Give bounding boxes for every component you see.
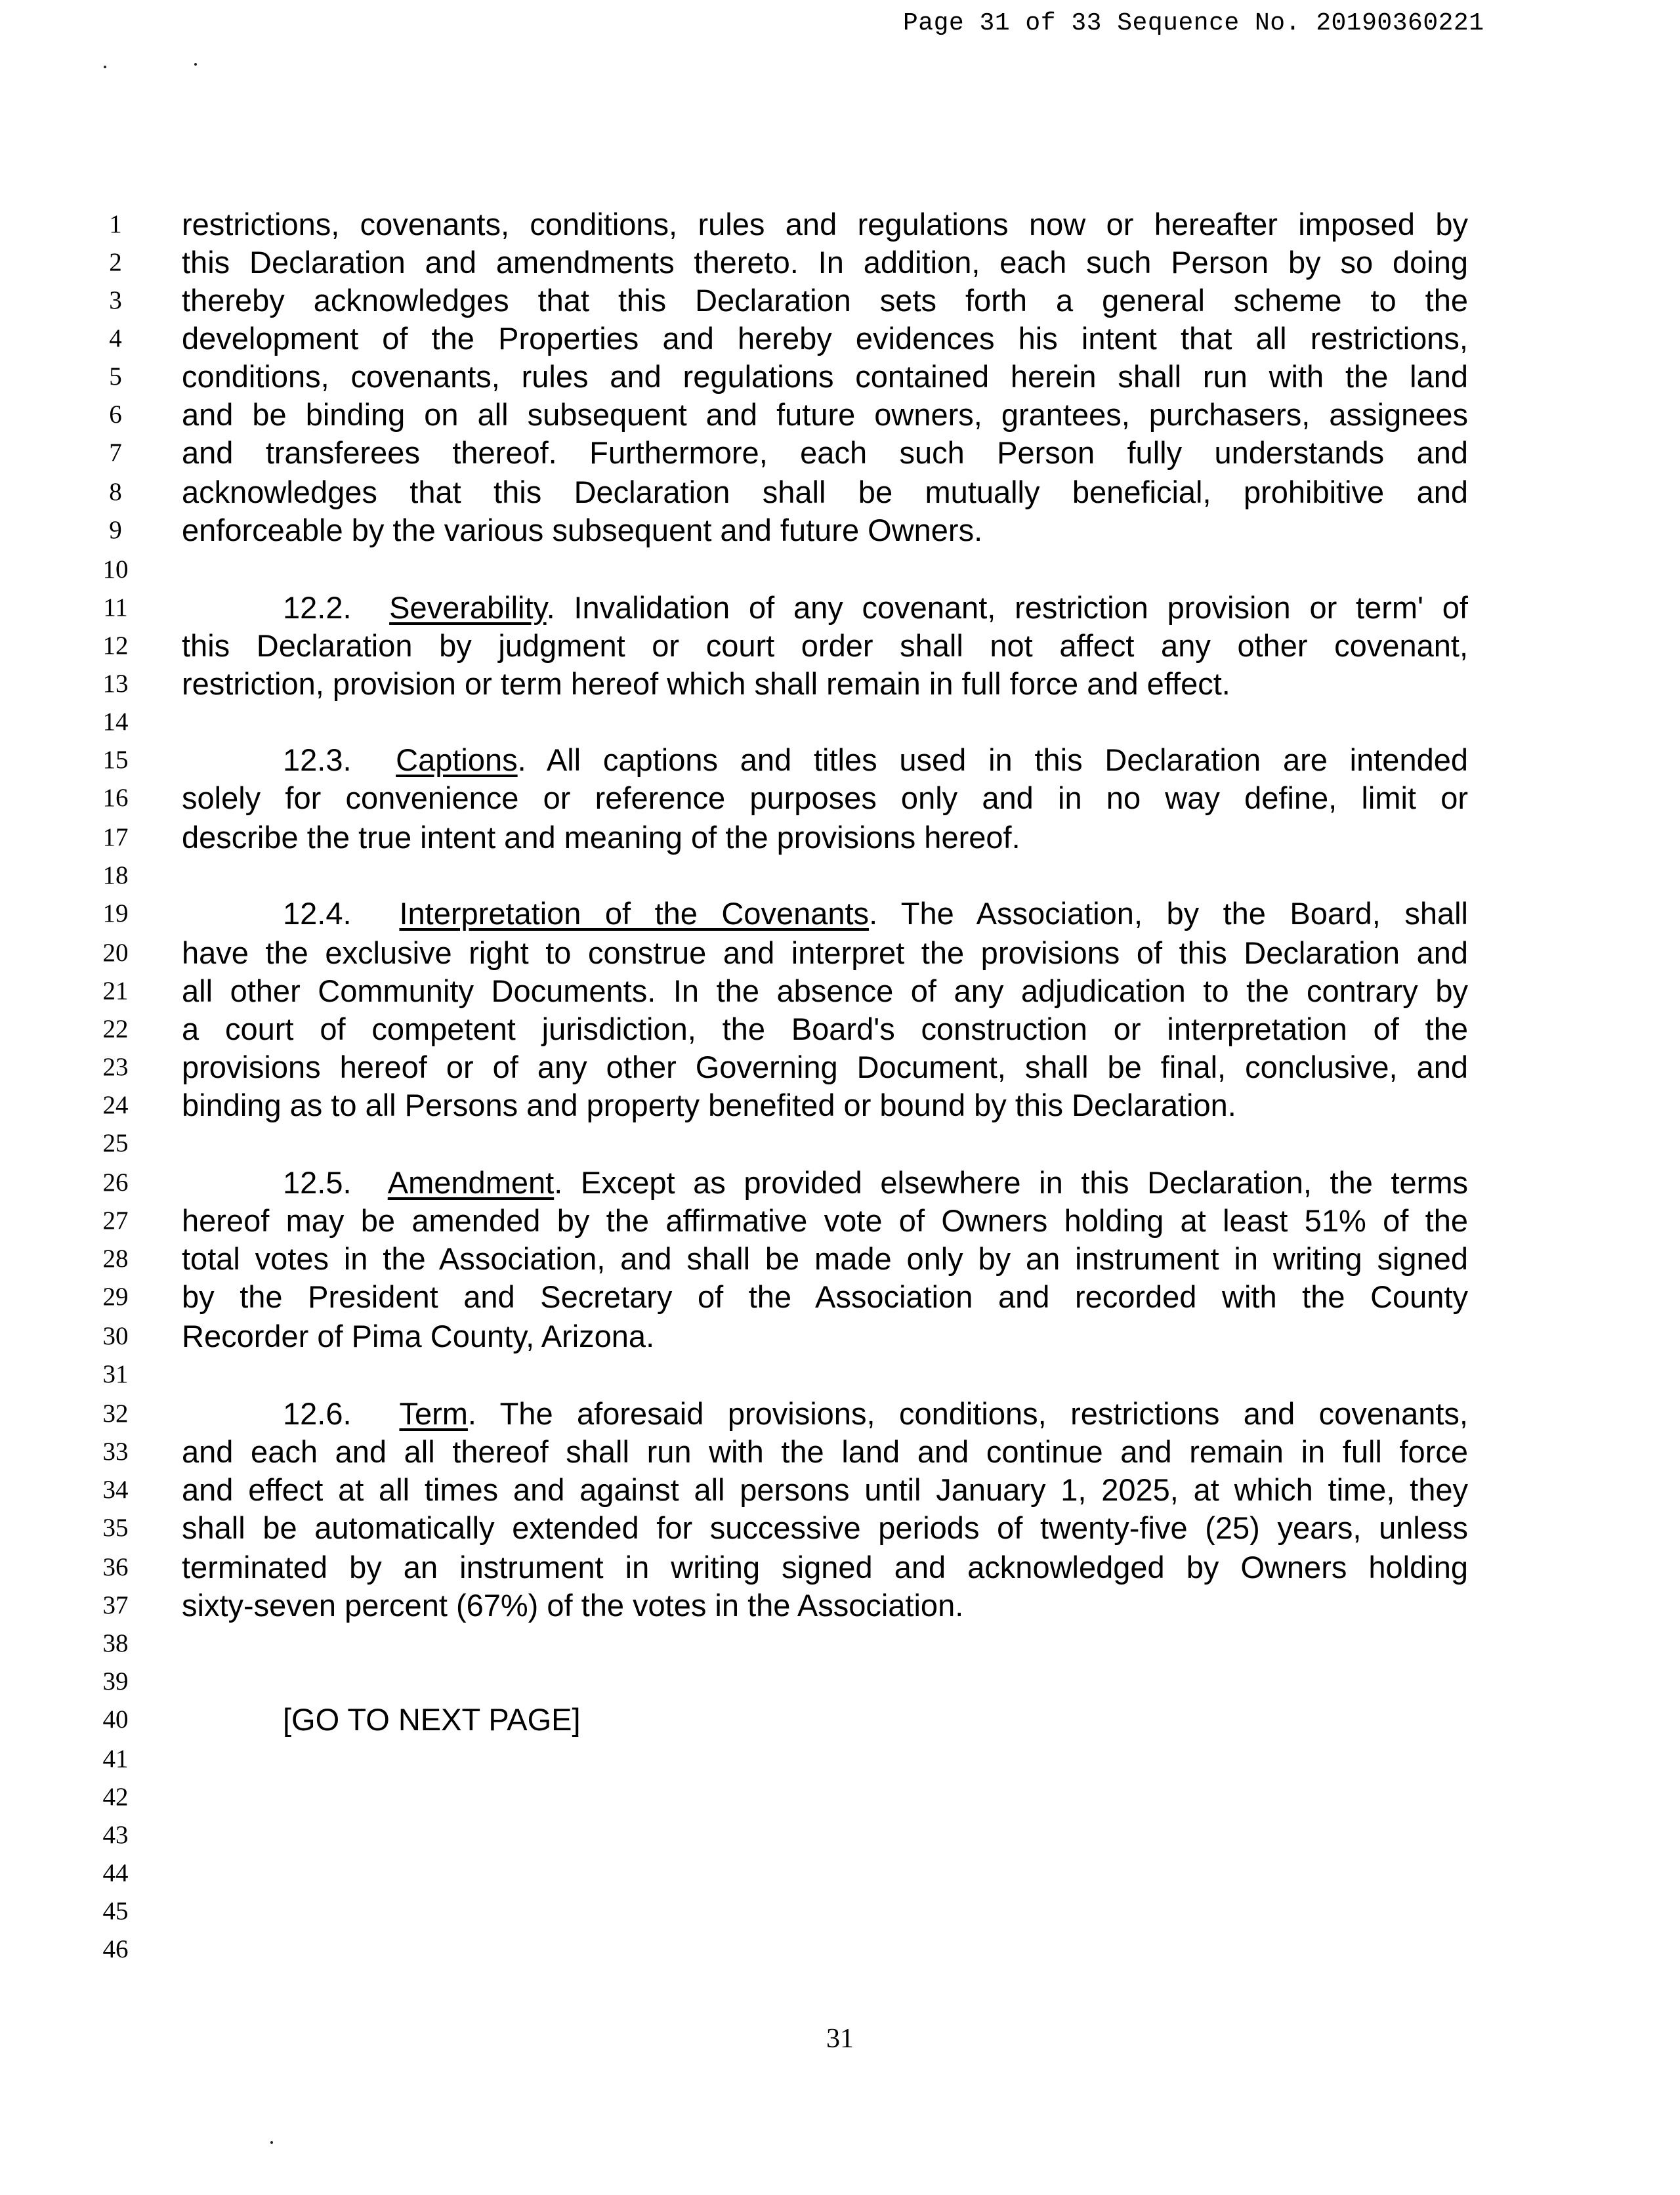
line-number: 13 xyxy=(102,670,129,698)
text-line: and be binding on all subsequent and future owners, grantees, purchasers, assignees xyxy=(182,397,1468,432)
line-number: 4 xyxy=(109,324,122,352)
scan-speck xyxy=(270,2141,273,2144)
text-line: a court of competent jurisdiction, the Board's construction or interpretation of the xyxy=(182,1012,1468,1046)
line-number: 18 xyxy=(102,861,129,889)
text-line: sixty-seven percent (67%) of the votes in the Association. xyxy=(182,1588,964,1623)
line-number: 12 xyxy=(102,631,129,660)
line-number: 23 xyxy=(102,1053,129,1081)
line-number: 35 xyxy=(102,1514,129,1542)
line-number: 11 xyxy=(103,593,128,622)
section-text: . The aforesaid provisions, conditions, restrictions and covenants, xyxy=(467,1396,1468,1431)
text-line: hereof may be amended by the affirmative vote of Owners holding at least 51% of the xyxy=(182,1203,1468,1238)
text-line: total votes in the Association, and shall be made only by an instrument in writing signed xyxy=(182,1241,1468,1276)
line-number: 44 xyxy=(102,1859,129,1887)
line-number: 14 xyxy=(102,708,129,736)
line-number: 37 xyxy=(102,1591,129,1619)
line-number: 3 xyxy=(109,286,122,314)
line-number: 41 xyxy=(102,1745,129,1773)
line-number: 2 xyxy=(109,248,122,276)
line-number: 27 xyxy=(102,1206,129,1235)
text-line: conditions, covenants, rules and regulations contained herein shall run with the land xyxy=(182,359,1468,394)
text-line: this Declaration by judgment or court order shall not affect any other covenant, xyxy=(182,628,1468,663)
text-line: shall be automatically extended for successive periods of twenty-five (25) years, unless xyxy=(182,1510,1468,1545)
section-text: . Invalidation of any covenant, restriction provision or term' of xyxy=(546,590,1468,625)
line-number: 30 xyxy=(102,1322,129,1350)
text-line: have the exclusive right to construe and interpret the provisions of this Declaration and xyxy=(182,935,1468,970)
line-number: 21 xyxy=(102,977,129,1005)
text-line: enforceable by the various subsequent and future Owners. xyxy=(182,513,983,547)
go-to-next-page-note: [GO TO NEXT PAGE] xyxy=(283,1702,581,1737)
text-line: acknowledges that this Declaration shall be mutually beneficial, prohibitive and xyxy=(182,475,1468,509)
line-number: 39 xyxy=(102,1667,129,1695)
text-line: Recorder of Pima County, Arizona. xyxy=(182,1319,655,1353)
text-line: provisions hereof or of any other Governing Document, shall be final, conclusive, and xyxy=(182,1050,1468,1084)
text-line: development of the Properties and hereby evidences his intent that all restrictions, xyxy=(182,321,1468,356)
page-header: Page 31 of 33 Sequence No. 20190360221 xyxy=(903,9,1484,37)
text-line: thereby acknowledges that this Declaration sets forth a general scheme to the xyxy=(182,283,1468,318)
text-line: and effect at all times and against all persons until January 1, 2025, at which time, they xyxy=(182,1472,1468,1507)
text-line: all other Community Documents. In the absence of any adjudication to the contrary by xyxy=(182,973,1468,1008)
section-number: 12.2. xyxy=(283,590,352,625)
line-number: 31 xyxy=(102,1360,129,1388)
line-number: 7 xyxy=(109,438,122,467)
text-line: and transferees thereof. Furthermore, each such Person fully understands and xyxy=(182,435,1468,470)
line-number: 26 xyxy=(102,1168,129,1197)
text-line: this Declaration and amendments thereto. In addition, each such Person by so doing xyxy=(182,245,1468,280)
text-line: describe the true intent and meaning of the provisions hereof. xyxy=(182,820,1020,855)
section-number: 12.5. xyxy=(283,1165,352,1200)
section-title: Severability xyxy=(389,590,547,625)
text-line: terminated by an instrument in writing signed and acknowledged by Owners holding xyxy=(182,1550,1468,1585)
scan-speck xyxy=(194,63,197,66)
section-title: Captions xyxy=(396,742,518,777)
section-title: Amendment xyxy=(387,1165,555,1200)
line-number: 9 xyxy=(109,516,122,544)
line-number: 17 xyxy=(102,823,129,851)
section-title: Interpretation of the Covenants xyxy=(399,896,870,931)
line-number: 38 xyxy=(102,1629,129,1657)
section-first-line xyxy=(182,1396,1468,1432)
line-number: 15 xyxy=(102,746,129,774)
section-number: 12.3. xyxy=(283,742,352,777)
line-number: 8 xyxy=(109,478,122,506)
section-title: Term xyxy=(399,1396,468,1431)
line-number: 42 xyxy=(102,1783,129,1811)
scan-speck xyxy=(104,66,106,68)
line-number: 34 xyxy=(102,1476,129,1504)
text-line: solely for convenience or reference purposes only and in no way define, limit or xyxy=(182,780,1468,815)
line-number: 33 xyxy=(102,1438,129,1466)
text-line: binding as to all Persons and property benefited or bound by this Declaration. xyxy=(182,1088,1236,1122)
section-first-line xyxy=(182,742,1468,778)
line-number: 43 xyxy=(102,1821,129,1849)
line-number: 36 xyxy=(102,1553,129,1581)
line-number: 29 xyxy=(102,1283,129,1311)
line-number: 5 xyxy=(109,362,122,391)
line-number: 19 xyxy=(102,899,129,927)
section-first-line xyxy=(182,589,1468,626)
line-number: 10 xyxy=(102,555,129,584)
line-number: 45 xyxy=(102,1897,129,1925)
section-first-line xyxy=(182,1164,1468,1201)
section-text: . The Association, by the Board, shall xyxy=(869,896,1468,931)
text-line: by the President and Secretary of the Association and recorded with the County xyxy=(182,1279,1468,1314)
line-number: 20 xyxy=(102,939,129,967)
line-number: 1 xyxy=(109,210,122,238)
section-first-line xyxy=(182,895,1468,932)
section-text: . All captions and titles used in this Declaration are intended xyxy=(517,742,1468,777)
line-number: 25 xyxy=(102,1129,129,1157)
line-number: 16 xyxy=(102,784,129,812)
line-number: 22 xyxy=(102,1015,129,1043)
page-number: 31 xyxy=(826,2024,854,2054)
line-number: 32 xyxy=(102,1399,129,1428)
line-number: 46 xyxy=(102,1935,129,1963)
text-line: and each and all thereof shall run with the land and continue and remain in full force xyxy=(182,1434,1468,1469)
text-line: restriction, provision or term hereof which shall remain in full force and effect. xyxy=(182,666,1230,701)
line-number: 28 xyxy=(102,1245,129,1273)
line-number: 24 xyxy=(102,1091,129,1119)
section-number: 12.4. xyxy=(283,896,352,931)
section-text: . Except as provided elsewhere in this Declaration, the terms xyxy=(554,1165,1468,1200)
text-line: restrictions, covenants, conditions, rules and regulations now or hereafter imposed by xyxy=(182,207,1468,242)
line-number: 40 xyxy=(102,1705,129,1734)
line-number: 6 xyxy=(109,400,122,429)
section-number: 12.6. xyxy=(283,1396,352,1431)
